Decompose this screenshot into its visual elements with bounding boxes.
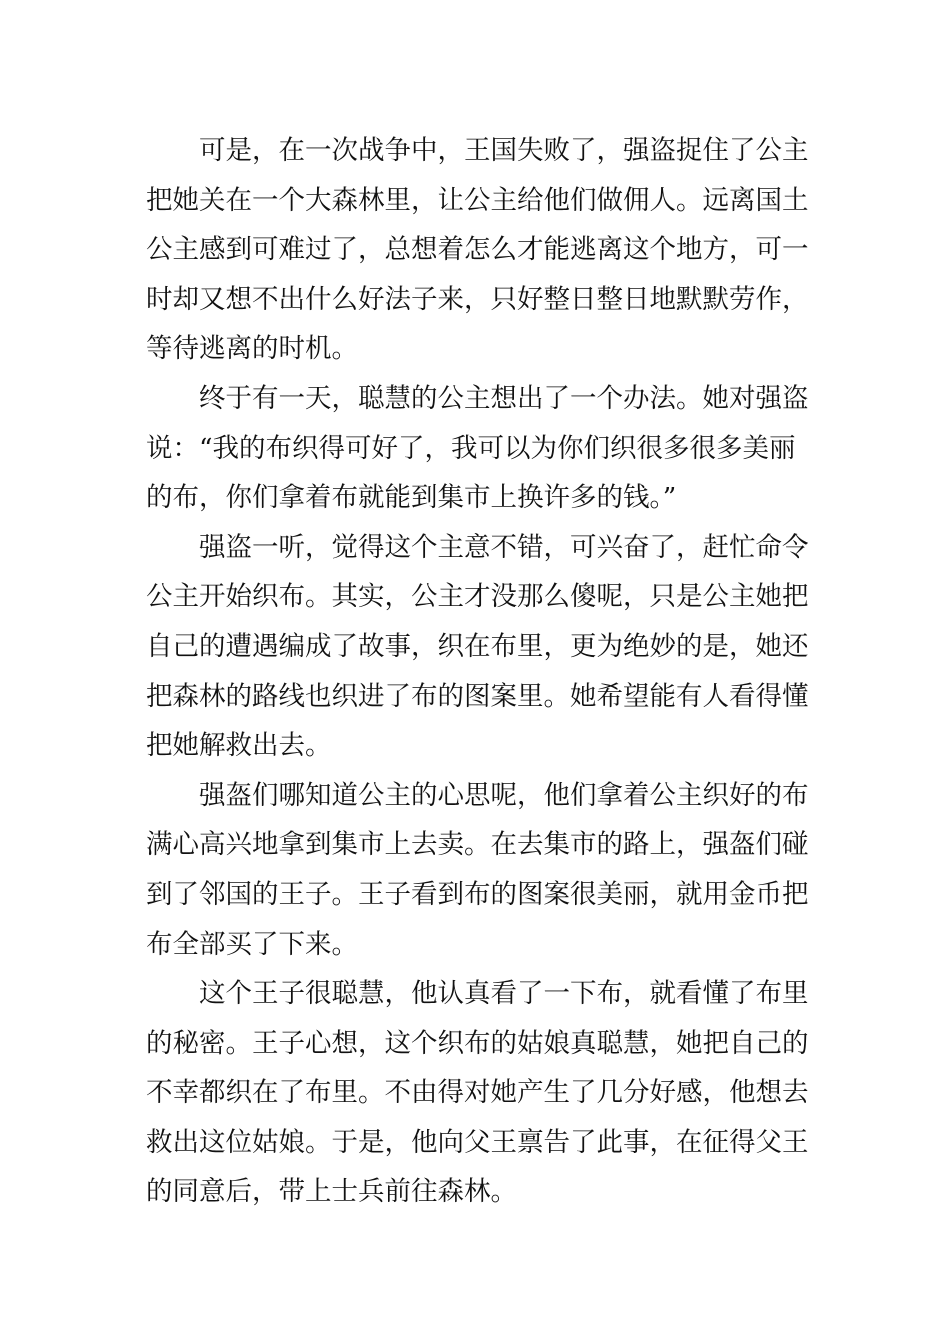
paragraph-2-line-1: 终于有一天，聪慧的公主想出了一个办法。她对强盗 — [199, 382, 809, 414]
paragraph-5-line-2: 的秘密。王子心想，这个织布的姑娘真聪慧，她把自己的 — [146, 1027, 809, 1059]
paragraph-2-line-3: 的布，你们拿着布就能到集市上换许多的钱。” — [146, 482, 677, 514]
paragraph-3-line-1: 强盗一听，觉得这个主意不错，可兴奋了，赶忙命令 — [199, 531, 809, 563]
paragraph-4-line-2: 满心高兴地拿到集市上去卖。在去集市的路上，强盔们碰 — [146, 829, 809, 861]
paragraph-4-line-1: 强盔们哪知道公主的心思呢，他们拿着公主织好的布 — [199, 779, 809, 811]
paragraph-2-line-2: 说：“我的布织得可好了，我可以为你们织很多很多美丽 — [146, 432, 796, 464]
paragraph-3-line-4: 把森林的路线也织进了布的图案里。她希望能有人看得懂 — [146, 680, 809, 712]
paragraph-1-line-4: 时却又想不出什么好法子来，只好整日整日地默默劳作， — [146, 283, 809, 315]
paragraph-3-line-3: 自己的遭遇编成了故事，织在布里，更为绝妙的是，她还 — [146, 630, 809, 662]
paragraph-4-line-4: 布全部买了下来。 — [146, 928, 358, 960]
paragraph-5-line-1: 这个王子很聪慧，他认真看了一下布，就看懂了布里 — [199, 978, 809, 1010]
paragraph-1-line-3: 公主感到可难过了，总想着怎么才能逃离这个地方，可一 — [146, 234, 809, 266]
paragraph-3-line-2: 公主开始织布。其实，公主才没那么傻呢，只是公主她把 — [146, 581, 809, 613]
paragraph-1-line-1: 可是，在一次战争中，王国失败了，强盗捉住了公主 — [199, 135, 809, 166]
paragraph-5-line-4: 救出这位姑娘。于是，他向父王禀告了此事，在征得父王 — [146, 1126, 809, 1158]
paragraph-1-line-2: 把她关在一个大森林里，让公主给他们做佣人。远离国土 — [146, 184, 809, 216]
story-text — [146, 126, 809, 1217]
paragraph-5-line-5: 的同意后，带上士兵前往森林。 — [146, 1176, 517, 1208]
paragraph-5-line-3: 不幸都织在了布里。不由得对她产生了几分好感，他想去 — [146, 1077, 809, 1109]
paragraph-3-line-5: 把她解救出去。 — [146, 730, 332, 762]
paragraph-1-line-5: 等待逃离的时机。 — [146, 333, 358, 365]
paragraph-4-line-3: 到了邻国的王子。王子看到布的图案很美丽，就用金币把 — [146, 878, 809, 910]
